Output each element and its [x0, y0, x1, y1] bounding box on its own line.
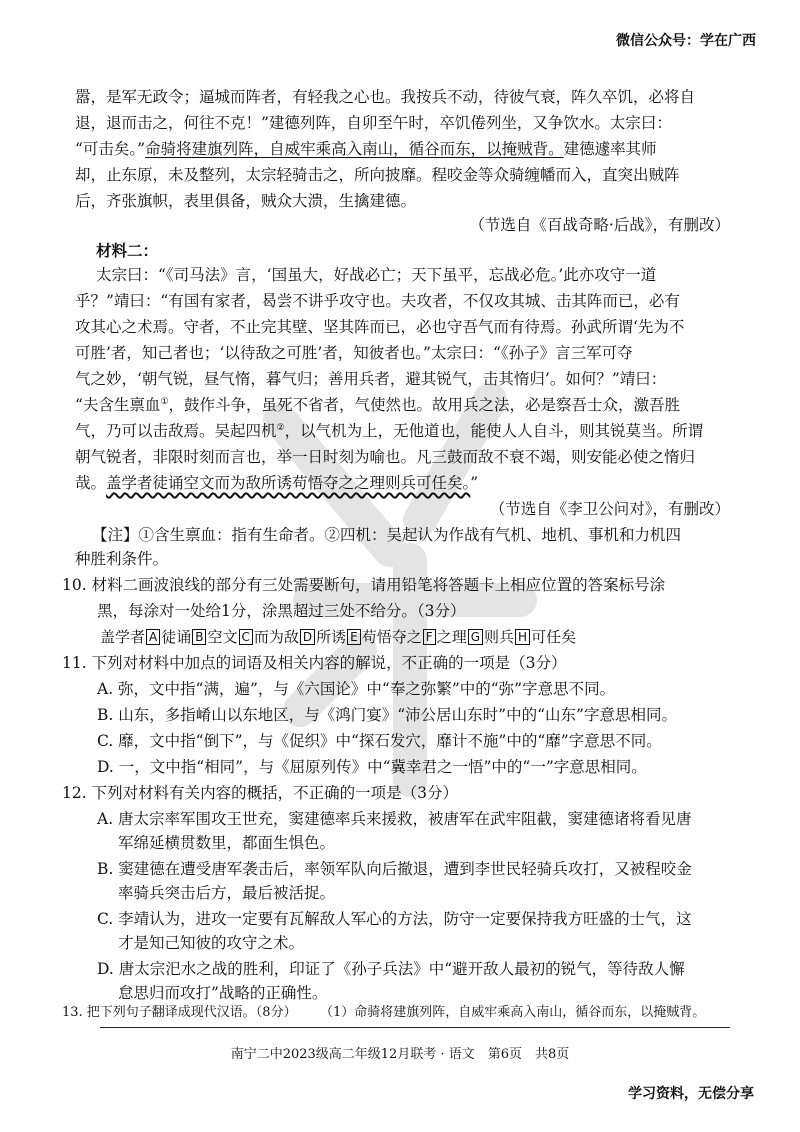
- answer-box-c[interactable]: C: [239, 629, 253, 645]
- underlined-sentence: 命骑将建旗列阵，自威牢乘高入南山，循谷而东，以掩贼背。: [145, 140, 564, 158]
- answer-box-f[interactable]: F: [423, 629, 436, 645]
- question-11-option-c[interactable]: C. 靡，文中指“倒下”，与《促织》中“探石发穴，靡计不施”中的“靡”字意思不同。: [97, 732, 662, 750]
- passage1-source: （节选自《百战奇略·后战》，有删改）: [469, 216, 730, 234]
- passage2-text: “夫含生禀血: [75, 396, 161, 414]
- question-10-stem: 黑，每涂对一处给1分，涂黑超过三处不给分。（3分）: [97, 602, 466, 620]
- question-12-option-c[interactable]: C. 李靖认为，进攻一定要有瓦解敌人军心的方法，防守一定要保持我方旺盛的士气，这: [97, 910, 692, 928]
- passage2-heading: 材料二：: [96, 241, 159, 260]
- annotation-note: 【注】①含生禀血：指有生命者。②四机：吴起认为作战有气机、地机、事机和力机四: [92, 526, 682, 544]
- passage2-line: [75, 470, 735, 496]
- passage2-line: [75, 418, 735, 444]
- answer-box-a[interactable]: A: [146, 629, 160, 645]
- annotation-note: 种胜利条件。: [75, 550, 169, 568]
- passage1-text: “可击矣。”: [75, 140, 146, 158]
- passage2-line: 乎？”靖曰：“有国有家者，曷尝不讲乎攻守也。夫攻者，不仅攻其城、击其阵而已，必有: [75, 292, 680, 310]
- passage1-line: 嚣，是军无政令；逼城而阵者，有轻我之心也。我按兵不动，待彼气衰，阵久卒饥，必将自: [75, 88, 696, 106]
- segment-text: 苟悟夺之: [361, 628, 422, 646]
- footnote-marker: ①: [160, 396, 169, 407]
- passage2-line: 朝气锐者，非限时刻而言也，举一日时刻为喻也。凡三鼓而敌不衰不竭，则安能必使之惰归: [75, 448, 696, 466]
- passage1-line: [75, 136, 735, 162]
- question-11-stem: 11. 下列对材料中加点的词语及相关内容的解说，不正确的一项是（3分）: [62, 654, 567, 672]
- segment-text: 而为敌: [253, 628, 299, 646]
- passage1-text: 建德遽率其师: [563, 140, 657, 158]
- answer-box-h[interactable]: H: [515, 629, 530, 645]
- segment-text: 盖学者: [100, 628, 146, 646]
- question-12-option-d[interactable]: D. 唐太宗汜水之战的胜利，印证了《孙子兵法》中“避开敌人最初的锐气，等待敌人懈: [97, 960, 685, 978]
- passage1-line: 退，退而击之，何往不克！”建德列阵，自卯至午时，卒饥倦列坐，又争饮水。太宗曰：: [75, 114, 672, 132]
- question-13-sentence-1: （1）命骑将建旗列阵，自威牢乘高入南山，循谷而东，以掩贼背。: [320, 1005, 706, 1020]
- page-footer: 南宁二中2023级高二年级12月联考 · 语文 第6页 共8页: [230, 1047, 570, 1062]
- segment-text: 空文: [207, 628, 238, 646]
- question-12-option-a-cont: 军绵延横贯数里，都面生惧色。: [118, 834, 336, 852]
- answer-line[interactable]: [100, 1027, 730, 1028]
- question-10-options: [100, 624, 760, 650]
- question-11-option-b[interactable]: B. 山东，多指崤山以东地区，与《鸿门宴》“沛公居山东时”中的“山东”字意思相同。: [97, 706, 677, 724]
- answer-box-b[interactable]: B: [192, 629, 206, 645]
- answer-box-e[interactable]: E: [347, 629, 361, 645]
- passage2-line: 气之妙，‘朝气锐，昼气惰，暮气归；善用兵者，避其锐气，击其惰归’。如何？”靖曰：: [75, 370, 667, 388]
- segment-text: 徒诵: [161, 628, 192, 646]
- footnote-marker: ②: [276, 422, 285, 433]
- question-11-option-d[interactable]: D. 一，文中指“相同”，与《屈原列传》中“冀幸君之一悟”中的“一”字意思相同。: [97, 758, 647, 776]
- question-10-stem: 10. 材料二画波浪线的部分有三处需要断句，请用铅笔将答题卡上相应位置的答案标号涂: [62, 576, 666, 594]
- passage1-line: 却，止东原，未及整列，太宗轻骑击之，所向披靡。程咬金等众骑缠幡而入，直突出贼阵: [75, 166, 680, 184]
- segment-text: 可任矣: [531, 628, 577, 646]
- wavy-underlined-sentence: 盖学者徒诵空文而为敌所诱苟悟夺之之理则兵可任矣。: [106, 474, 471, 492]
- segment-text: 之理: [436, 628, 467, 646]
- passage2-text: 哉。: [75, 474, 107, 492]
- passage2-line: 可胜’者，知己者也；‘以待敌之可胜’者，知彼者也。”太宗曰：“《孙子》言三军可夺: [75, 344, 633, 362]
- question-12-stem: 12. 下列对材料有关内容的概括，不正确的一项是（3分）: [62, 784, 458, 802]
- wechat-account-label: 微信公众号：学在广西: [616, 33, 756, 49]
- question-12-option-b-cont: 率骑兵突击后方，最后被活捉。: [118, 884, 336, 902]
- share-note: 学习资料，无偿分享: [628, 1086, 754, 1102]
- passage2-text: 气，乃可以击敌焉。吴起四机: [75, 422, 277, 440]
- answer-box-d[interactable]: D: [300, 629, 315, 645]
- passage1-line: 后，齐张旗帜，表里俱备，贼众大溃，生擒建德。: [75, 192, 417, 210]
- question-11-option-a[interactable]: A. 弥，文中指“满，遍”，与《六国论》中“奉之弥繁”中的“弥”字意思不同。: [97, 680, 616, 698]
- passage2-source: （节选自《李卫公问对》，有删改）: [489, 500, 730, 518]
- question-12-option-a[interactable]: A. 唐太宗率军围攻王世充，窦建德率兵来援救，被唐军在武牢阻截，窦建德诸将看见唐: [97, 810, 692, 828]
- question-12-option-c-cont: 才是知己知彼的攻守之术。: [118, 934, 305, 952]
- passage2-line: 太宗曰：“《司马法》言，‘国虽大，好战必亡；天下虽平，忘战必危。’此亦攻守一道: [96, 266, 657, 284]
- answer-box-g[interactable]: G: [468, 629, 483, 645]
- segment-text: 则兵: [484, 628, 515, 646]
- passage2-text: ，鼓作斗争，虽死不省者，气使然也。故用兵之法，必是察吾士众，激吾胜: [168, 396, 681, 414]
- passage2-line: 攻其心之术焉。守者，不止完其壁、坚其阵而已，必也守吾气而有待焉。孙武所谓‘先为不: [75, 318, 685, 336]
- segment-text: 所诱: [316, 628, 347, 646]
- question-12-option-d-cont: 怠思归而攻打”战略的正确性。: [118, 984, 328, 1002]
- question-12-option-b[interactable]: B. 窦建德在遭受唐军袭击后，率领军队向后撤退，遭到李世民轻骑兵攻打，又被程咬金: [97, 860, 692, 878]
- passage2-line: [75, 392, 735, 418]
- passage2-text: ”: [470, 474, 479, 492]
- question-13-stem: 13. 把下列句子翻译成现代汉语。（8分）: [62, 1005, 297, 1020]
- passage2-text: ，以气机为上，无他道也，能使人人自斗，则其锐莫当。所谓: [284, 422, 704, 440]
